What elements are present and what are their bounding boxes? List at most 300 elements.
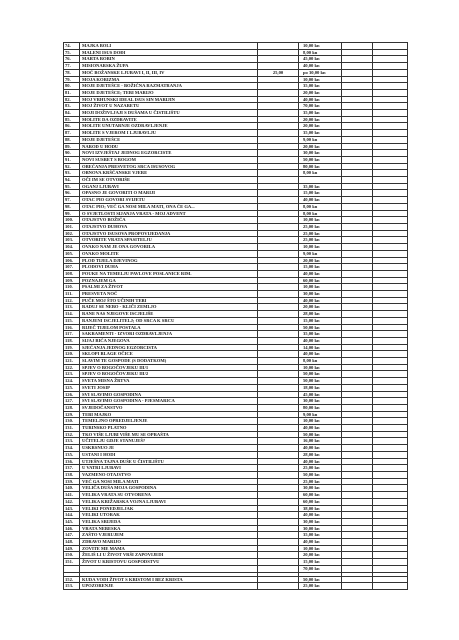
empty-cell [342, 512, 373, 519]
row-number: 127. [64, 398, 80, 405]
row-number: 81. [64, 89, 80, 96]
price-cell: 30,00 kn [299, 291, 342, 298]
book-title: UTJEŠNA TAJNA DUŠE U ČISTILIŠTU [80, 458, 258, 465]
empty-cell [342, 378, 373, 385]
empty-cell [373, 418, 408, 425]
empty-cell [373, 404, 408, 411]
quantity-cell [258, 237, 299, 244]
price-cell: 8,00 kn [299, 170, 342, 177]
price-cell: 60,00 kn [299, 492, 342, 499]
empty-cell [373, 183, 408, 190]
book-row [64, 451, 408, 458]
book-row [64, 532, 408, 539]
empty-cell [373, 76, 408, 83]
price-cell: 35,00 kn [299, 110, 342, 117]
quantity-cell [258, 545, 299, 552]
empty-cell [342, 492, 373, 499]
row-number: 85. [64, 116, 80, 123]
empty-cell [373, 56, 408, 63]
book-title: POUKE NA TEMELJU PAVLOVE POSLANICE RIM. [80, 270, 258, 277]
book-title: SVETA MISNA ŽRTVA [80, 378, 258, 385]
book-title: OTAC PIO GOVORI SVIJETU [80, 197, 258, 204]
quantity-cell [258, 425, 299, 432]
row-number: 95. [64, 183, 80, 190]
empty-cell [342, 170, 373, 177]
empty-cell [342, 203, 373, 210]
book-title: OČI IM SE OTVORIŠE [80, 177, 258, 184]
quantity-cell [258, 123, 299, 130]
quantity-cell [258, 324, 299, 331]
book-row [64, 177, 408, 184]
quantity-cell [258, 284, 299, 291]
book-title: OTAJSTVO BOŽIĆA [80, 217, 258, 224]
book-row [64, 431, 408, 438]
book-row [64, 465, 408, 472]
book-row [64, 297, 408, 304]
row-number: 96. [64, 190, 80, 197]
book-title: OTVORITE VRATA SPASITELJU [80, 237, 258, 244]
row-number: 131. [64, 425, 80, 432]
price-cell: 9,00 kn [299, 250, 342, 257]
quantity-cell: 25,00 [258, 69, 299, 76]
book-title: TEMELJNO OPREDJELJENJE [80, 418, 258, 425]
price-cell: 10,00 kn [299, 244, 342, 251]
book-title: VEĆ GA NOSI MILA MATI [80, 478, 258, 485]
row-number: 148. [64, 539, 80, 546]
empty-cell [373, 425, 408, 432]
empty-cell [342, 445, 373, 452]
row-number: 134. [64, 445, 80, 452]
book-title: OTAJSTVO ISUSOVA PROPOVIJEDANJA [80, 230, 258, 237]
empty-cell [342, 123, 373, 130]
row-number [64, 565, 80, 572]
quantity-cell [258, 512, 299, 519]
empty-cell [373, 69, 408, 76]
book-row [64, 425, 408, 432]
row-number: 92. [64, 163, 80, 170]
empty-cell [342, 197, 373, 204]
row-number: 143. [64, 505, 80, 512]
empty-cell [342, 465, 373, 472]
quantity-cell [258, 291, 299, 298]
quantity-cell [258, 317, 299, 324]
book-row [64, 331, 408, 338]
price-cell: 50,00 kn [299, 472, 342, 479]
book-title: SPJEV O BOGOČOVJEKU III/2 [80, 371, 258, 378]
empty-cell [373, 277, 408, 284]
book-row [64, 284, 408, 291]
price-cell: 30,00 kn [299, 150, 342, 157]
price-cell: 25,00 kn [299, 237, 342, 244]
quantity-cell [258, 89, 299, 96]
price-cell: 38,00 kn [299, 505, 342, 512]
row-number: 111. [64, 291, 80, 298]
row-number: 138. [64, 472, 80, 479]
row-number: 105. [64, 250, 80, 257]
price-cell: 50,00 kn [299, 431, 342, 438]
book-row [64, 498, 408, 505]
empty-cell [342, 43, 373, 50]
book-row [64, 445, 408, 452]
quantity-cell [258, 384, 299, 391]
row-number: 104. [64, 244, 80, 251]
quantity-cell [258, 451, 299, 458]
row-number: 118. [64, 337, 80, 344]
empty-cell [342, 257, 373, 264]
empty-cell [342, 498, 373, 505]
book-row [64, 237, 408, 244]
quantity-cell [258, 190, 299, 197]
empty-cell [373, 297, 408, 304]
empty-cell [373, 291, 408, 298]
book-row [64, 458, 408, 465]
quantity-cell [258, 170, 299, 177]
price-cell: 80,00 kn [299, 404, 342, 411]
book-title: OPASNO JE GOVORITI O MARIJI [80, 190, 258, 197]
empty-cell [373, 203, 408, 210]
price-cell: 20,00 kn [299, 123, 342, 130]
price-cell: 10,00 kn [299, 284, 342, 291]
empty-cell [342, 237, 373, 244]
book-row [64, 411, 408, 418]
quantity-cell [258, 478, 299, 485]
row-number: 100. [64, 217, 80, 224]
book-title: SPJEV O BOGOČOVJEKU III/1 [80, 364, 258, 371]
empty-cell [342, 156, 373, 163]
empty-cell [342, 83, 373, 90]
empty-cell [373, 49, 408, 56]
quantity-cell [258, 576, 299, 583]
empty-cell [342, 411, 373, 418]
row-number: 114. [64, 311, 80, 318]
price-cell: 40,00 kn [299, 458, 342, 465]
book-title: SVI SLAVIMO GOSPODINA [80, 391, 258, 398]
empty-cell [373, 364, 408, 371]
row-number: 108. [64, 270, 80, 277]
book-row [64, 116, 408, 123]
empty-cell [342, 264, 373, 271]
empty-cell [373, 583, 408, 590]
row-number: 141. [64, 492, 80, 499]
quantity-cell [258, 150, 299, 157]
book-title: MOJA KORIZMA [80, 76, 258, 83]
price-cell: 20,00 kn [299, 89, 342, 96]
book-row [64, 344, 408, 351]
quantity-cell [258, 398, 299, 405]
book-title: VELIKA KRIŽARSKA VOJNA LJUBAVI [80, 498, 258, 505]
empty-cell [342, 358, 373, 365]
book-row [64, 518, 408, 525]
quantity-cell [258, 498, 299, 505]
book-title: POZNAJEM GA [80, 277, 258, 284]
empty-cell [342, 552, 373, 559]
empty-cell [373, 378, 408, 385]
price-cell: 40,00 kn [299, 337, 342, 344]
book-title: SVJEDOČANSTVO [80, 404, 258, 411]
price-cell: 40,00 kn [299, 63, 342, 70]
price-cell: 20,00 kn [299, 257, 342, 264]
price-cell: 35,00 kn [299, 183, 342, 190]
book-title: RIJEČ TIJELOM POSTALA [80, 324, 258, 331]
book-row [64, 378, 408, 385]
quantity-cell [258, 337, 299, 344]
book-title: VRATA NEBESKA [80, 525, 258, 532]
price-cell: 20,00 kn [299, 304, 342, 311]
book-row [64, 190, 408, 197]
book-title: PLODOVI DUHA [80, 264, 258, 271]
quantity-cell [258, 431, 299, 438]
price-cell: 40,00 kn [299, 351, 342, 358]
row-number: 80. [64, 83, 80, 90]
price-cell: 15,00 kn [299, 559, 342, 566]
empty-cell [342, 344, 373, 351]
price-cell: 35,00 kn [299, 83, 342, 90]
book-row [64, 110, 408, 117]
empty-cell [373, 197, 408, 204]
row-number: 90. [64, 150, 80, 157]
book-title: SLAVIM TE GOSPODE (S DODATKOM) [80, 358, 258, 365]
quantity-cell [258, 277, 299, 284]
quantity-cell [258, 177, 299, 184]
book-title: SAKRAMENTI - IZVORI OZDRAVLJENJA [80, 331, 258, 338]
book-row [64, 69, 408, 76]
empty-cell [373, 317, 408, 324]
book-row [64, 277, 408, 284]
quantity-cell [258, 445, 299, 452]
book-row [64, 183, 408, 190]
quantity-cell [258, 583, 299, 590]
empty-cell [373, 103, 408, 110]
quantity-cell [258, 110, 299, 117]
empty-cell [373, 170, 408, 177]
empty-cell [373, 237, 408, 244]
row-number: 102. [64, 230, 80, 237]
book-title: OBNOVA KRŠĆANSKE VJERE [80, 170, 258, 177]
empty-cell [342, 485, 373, 492]
empty-cell [373, 284, 408, 291]
price-cell: 18,00 kn [299, 384, 342, 391]
price-cell: 50,00 kn [299, 576, 342, 583]
quantity-cell [258, 244, 299, 251]
quantity-cell [258, 270, 299, 277]
empty-cell [342, 244, 373, 251]
empty-cell [373, 230, 408, 237]
book-title: TEBI MAJKO [80, 411, 258, 418]
row-number: 116. [64, 324, 80, 331]
book-title: USKRSNUO JE [80, 445, 258, 452]
row-number: 78. [64, 69, 80, 76]
empty-cell [373, 337, 408, 344]
row-number: 88. [64, 136, 80, 143]
empty-cell [373, 150, 408, 157]
book-row [64, 63, 408, 70]
book-title: OTAJSTVO DUHOVA [80, 223, 258, 230]
empty-cell [342, 56, 373, 63]
empty-cell [342, 425, 373, 432]
book-title: MOJE DJETEŠCE; TEBI MARIJO [80, 89, 258, 96]
book-row [64, 291, 408, 298]
book-title: SVI SLAVIMO GOSPODINA - PJESMARICA [80, 398, 258, 405]
quantity-cell [258, 485, 299, 492]
book-title: MARTA ROBIN [80, 56, 258, 63]
row-number: 142. [64, 498, 80, 505]
quantity-cell [258, 130, 299, 137]
price-cell: 25,00 kn [299, 478, 342, 485]
row-number: 146. [64, 525, 80, 532]
book-title: PLOD TIJELA DJEVINOG [80, 257, 258, 264]
row-number: 129. [64, 411, 80, 418]
price-list-body [64, 43, 408, 590]
book-row [64, 552, 408, 559]
empty-cell [373, 163, 408, 170]
price-cell: 10,00 kn [299, 43, 342, 50]
empty-cell [373, 143, 408, 150]
quantity-cell [258, 492, 299, 499]
empty-cell [342, 250, 373, 257]
row-number: 144. [64, 512, 80, 519]
price-cell: 40,00 kn [299, 425, 342, 432]
quantity-cell [258, 83, 299, 90]
quantity-cell [258, 311, 299, 318]
price-cell: 28,00 kn [299, 311, 342, 318]
empty-cell [373, 223, 408, 230]
empty-cell [373, 110, 408, 117]
quantity-cell [258, 371, 299, 378]
book-row [64, 244, 408, 251]
row-number: 120. [64, 351, 80, 358]
book-row [64, 351, 408, 358]
book-title: OGANJ LJUBAVI [80, 183, 258, 190]
empty-cell [373, 371, 408, 378]
empty-cell [373, 492, 408, 499]
book-row [64, 545, 408, 552]
empty-cell [373, 304, 408, 311]
price-cell: 70,00 kn [299, 565, 342, 572]
price-cell: 60,00 kn [299, 277, 342, 284]
book-row [64, 203, 408, 210]
book-title: NAROD U HODU [80, 143, 258, 150]
row-number: 93. [64, 170, 80, 177]
row-number: 139. [64, 478, 80, 485]
price-cell: 25,00 kn [299, 583, 342, 590]
book-title: MOJE DJETEŠCE - BOŽIĆNA RAZMATRANJA [80, 83, 258, 90]
book-row [64, 391, 408, 398]
price-cell: 10,00 kn [299, 76, 342, 83]
empty-cell [373, 465, 408, 472]
empty-cell [342, 163, 373, 170]
empty-cell [373, 130, 408, 137]
empty-cell [342, 177, 373, 184]
price-cell: 50,00 kn [299, 324, 342, 331]
price-cell: 40,00 kn [299, 512, 342, 519]
quantity-cell [258, 76, 299, 83]
row-number: 74. [64, 43, 80, 50]
book-row [64, 337, 408, 344]
empty-cell [373, 358, 408, 365]
price-cell: 20,00 kn [299, 552, 342, 559]
book-title: VELIKA VRATA SU OTVORENA [80, 492, 258, 499]
price-cell: 45,00 kn [299, 391, 342, 398]
book-row [64, 317, 408, 324]
empty-cell [373, 83, 408, 90]
empty-cell [342, 116, 373, 123]
price-cell: 35,00 kn [299, 532, 342, 539]
empty-cell [342, 565, 373, 572]
quantity-cell [258, 391, 299, 398]
book-row [64, 371, 408, 378]
price-cell: 40,00 kn [299, 539, 342, 546]
book-title: KUDA VODI ŽIVOT S KRISTOM I BEZ KRISTA [80, 576, 258, 583]
row-number: 119. [64, 344, 80, 351]
book-row [64, 565, 408, 572]
book-title: SKLOPI BLAGE OČICE [80, 351, 258, 358]
quantity-cell [258, 103, 299, 110]
book-title: ZAŠTO VJERUJEM [80, 532, 258, 539]
book-title: MOJ VRHUNSKI IDEAL ISUS SIN MARIJIN [80, 96, 258, 103]
empty-cell [373, 391, 408, 398]
book-row [64, 143, 408, 150]
empty-cell [342, 223, 373, 230]
price-cell: 25,00 kn [299, 223, 342, 230]
empty-cell [373, 539, 408, 546]
book-row [64, 525, 408, 532]
empty-cell [373, 123, 408, 130]
quantity-cell [258, 418, 299, 425]
empty-cell [342, 311, 373, 318]
row-number: 136. [64, 458, 80, 465]
price-cell: 40,00 kn [299, 445, 342, 452]
quantity-cell [258, 364, 299, 371]
quantity-cell [258, 116, 299, 123]
row-number: 110. [64, 284, 80, 291]
book-row [64, 257, 408, 264]
empty-cell [342, 230, 373, 237]
quantity-cell [258, 525, 299, 532]
book-row [64, 492, 408, 499]
empty-cell [342, 291, 373, 298]
empty-cell [342, 304, 373, 311]
row-number: 152. [64, 576, 80, 583]
empty-cell [373, 351, 408, 358]
row-number: 153. [64, 583, 80, 590]
book-row [64, 217, 408, 224]
book-row [64, 304, 408, 311]
quantity-cell [258, 49, 299, 56]
price-cell: 15,00 kn [299, 190, 342, 197]
row-number: 94. [64, 177, 80, 184]
book-row [64, 311, 408, 318]
empty-cell [342, 150, 373, 157]
book-row [64, 364, 408, 371]
empty-cell [373, 116, 408, 123]
row-number: 76. [64, 56, 80, 63]
book-row [64, 358, 408, 365]
row-number: 121. [64, 358, 80, 365]
book-row [64, 384, 408, 391]
price-cell: 15,00 kn [299, 317, 342, 324]
book-row [64, 197, 408, 204]
quantity-cell [258, 465, 299, 472]
empty-cell [342, 404, 373, 411]
row-number: 117. [64, 331, 80, 338]
quantity-cell [258, 438, 299, 445]
quantity-cell [258, 539, 299, 546]
price-cell: 10,00 kn [299, 364, 342, 371]
quantity-cell [258, 43, 299, 50]
price-list-table [63, 42, 408, 590]
book-title: RADUJ SE NEBO - KLIČI ZEMLJO [80, 304, 258, 311]
empty-cell [342, 545, 373, 552]
